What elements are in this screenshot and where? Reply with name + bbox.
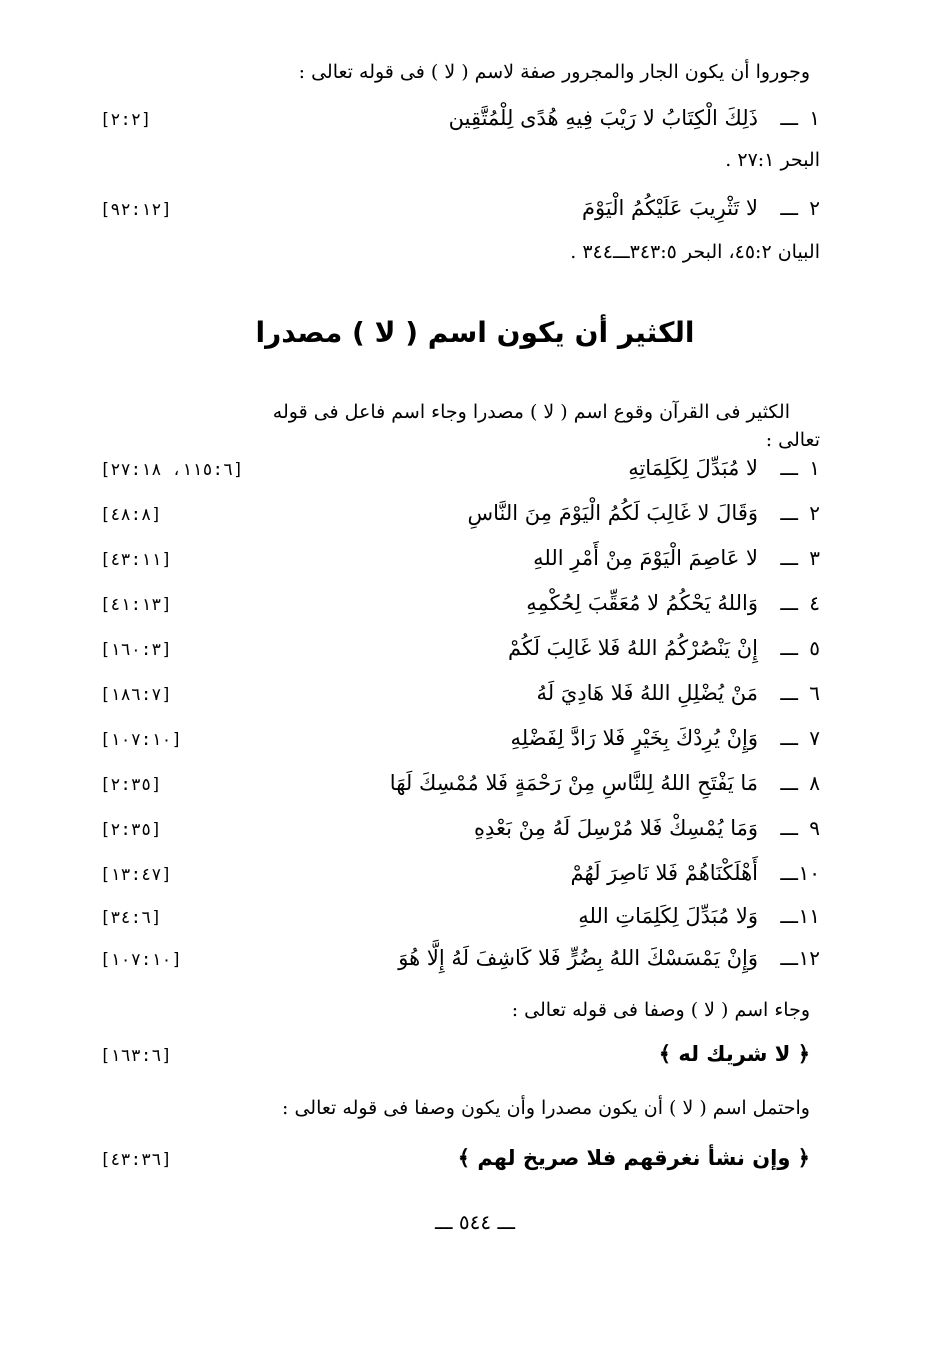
dash: ـــ xyxy=(780,106,798,130)
verse-line xyxy=(100,898,820,934)
verse-number: ٦ xyxy=(809,681,820,705)
verse-text: لا مُبَدِّلَ لِكَلِمَاتِهِ xyxy=(628,456,758,480)
intro-verse-1 xyxy=(100,100,820,136)
verse-line xyxy=(100,810,820,846)
dash: ـــ xyxy=(780,636,798,660)
intro-paragraph: وجوروا أن يكون الجار والمجرور صفة لاسم ( لا ) فى قوله تعالى : xyxy=(298,61,810,83)
verse-line xyxy=(100,450,820,486)
verse-line xyxy=(100,495,820,531)
dash: ـــ xyxy=(780,591,798,615)
quote-text: ﴿ وإن نشأ نغرقهم فلا صريخ لهم ﴾ xyxy=(457,1146,810,1170)
verse-text: إِنْ يَنْصُرْكُمُ اللهُ فَلا غَالِبَ لَكُمْ xyxy=(508,636,758,660)
intro-verse-2 xyxy=(100,190,820,226)
adjective-quote-line xyxy=(100,1034,810,1074)
verse-number: ٢ xyxy=(809,501,820,525)
verse-number: ١٠ xyxy=(798,861,820,885)
verse-reference: [١٠٧:١٠] xyxy=(100,950,182,970)
verse-number: ٢ xyxy=(809,196,820,220)
footnote-line: البحر ٢٧:١ . xyxy=(725,149,820,171)
section-paragraph-line-1: الكثير فى القرآن وقوع اسم ( لا ) مصدرا وجاء اسم فاعل فى قوله xyxy=(272,401,790,423)
dash: ـــ xyxy=(780,501,798,525)
verse-number: ١ xyxy=(809,456,820,480)
dash: ـــ xyxy=(780,546,798,570)
verse-reference: [٢:٢] xyxy=(100,110,152,130)
dash: ـــ xyxy=(780,861,798,885)
both-intro: واحتمل اسم ( لا ) أن يكون مصدرا وأن يكون وصفا فى قوله تعالى : xyxy=(282,1097,810,1119)
verse-text: ذَلِكَ الْكِتَابُ لا رَيْبَ فِيهِ هُدًى لِلْمُتَّقِين xyxy=(448,106,758,130)
verse-text: لا تَثْرِيبَ عَلَيْكُمُ الْيَوْمَ xyxy=(581,196,758,220)
verse-number: ٨ xyxy=(809,771,820,795)
dash: ـــ xyxy=(780,681,798,705)
verse-number: ٥ xyxy=(809,636,820,660)
verse-reference: [١٨٦:٧] xyxy=(100,685,172,705)
verse-text: أَهْلَكْنَاهُمْ فَلا نَاصِرَ لَهُمْ xyxy=(570,861,758,885)
verse-line xyxy=(100,765,820,801)
verse-text: وَإِنْ يُرِدْكَ بِخَيْرٍ فَلا رَادَّ لِفَضْلِهِ xyxy=(510,726,758,750)
section-paragraph-line-2: تعالى : xyxy=(765,429,820,451)
verse-reference: [٤٨:٨] xyxy=(100,505,162,525)
dash: ـــ xyxy=(780,726,798,750)
dash: ـــ xyxy=(780,196,798,220)
verse-text: مَنْ يُضْلِلِ اللهُ فَلا هَادِيَ لَهُ xyxy=(536,681,758,705)
dash: ـــ xyxy=(780,456,798,480)
verse-reference: [١١٥:٦، ٢٧:١٨] xyxy=(100,460,244,480)
verse-text: وَمَا يُمْسِكْ فَلا مُرْسِلَ لَهُ مِنْ بَعْدِهِ xyxy=(473,816,758,840)
verse-number: ٣ xyxy=(809,546,820,570)
verse-text: وَلا مُبَدِّلَ لِكَلِمَاتِ اللهِ xyxy=(578,904,758,928)
verse-number: ١ xyxy=(809,106,820,130)
page-number: ـــ ٥٤٤ ـــ xyxy=(434,1210,516,1234)
section-heading: الكثير أن يكون اسم ( لا ) مصدرا xyxy=(255,316,695,349)
both-quote-line xyxy=(100,1138,810,1178)
verse-line xyxy=(100,720,820,756)
verse-number: ٩ xyxy=(809,816,820,840)
verse-text: لا عَاصِمَ الْيَوْمَ مِنْ أَمْرِ اللهِ xyxy=(533,546,758,570)
verse-reference: [٢:٣٥] xyxy=(100,775,162,795)
verse-line xyxy=(100,585,820,621)
verse-text: مَا يَفْتَحِ اللهُ لِلنَّاسِ مِنْ رَحْمَةٍ فَلا مُمْسِكَ لَهَا xyxy=(389,771,758,795)
verse-reference: [١٦٣:٦] xyxy=(100,1046,172,1066)
verse-line xyxy=(100,540,820,576)
verse-line xyxy=(100,940,820,976)
footnote-line: البيان ٤٥:٢، البحر ٣٤٣:٥ـــ٣٤٤ . xyxy=(570,241,820,263)
verse-number: ٧ xyxy=(809,726,820,750)
verse-reference: [٤٣:١١] xyxy=(100,550,172,570)
dash: ـــ xyxy=(780,904,798,928)
verse-line xyxy=(100,675,820,711)
verse-reference: [١٠٧:١٠] xyxy=(100,730,182,750)
verse-number: ١٢ xyxy=(798,946,820,970)
verse-line xyxy=(100,855,820,891)
verse-reference: [٣٤:٦] xyxy=(100,908,162,928)
verse-reference: [٢:٣٥] xyxy=(100,820,162,840)
verse-reference: [٤٣:٣٦] xyxy=(100,1150,172,1170)
verse-number: ١١ xyxy=(798,904,820,928)
verse-reference: [١٦٠:٣] xyxy=(100,640,172,660)
verse-text: وَقَالَ لا غَالِبَ لَكُمُ الْيَوْمَ مِنَ النَّاسِ xyxy=(467,501,758,525)
dash: ـــ xyxy=(780,816,798,840)
verse-text: وَإِنْ يَمْسَسْكَ اللهُ بِضُرٍّ فَلا كَاشِفَ لَهُ إِلَّا هُوَ xyxy=(398,946,758,970)
dash: ـــ xyxy=(780,771,798,795)
verse-number: ٤ xyxy=(809,591,820,615)
quote-text: ﴿ لا شريك له ﴾ xyxy=(658,1042,810,1066)
verse-text: وَاللهُ يَحْكُمُ لا مُعَقِّبَ لِحُكْمِهِ xyxy=(526,591,758,615)
verse-reference: [٩٢:١٢] xyxy=(100,200,172,220)
verse-reference: [١٣:٤٧] xyxy=(100,865,172,885)
verse-line xyxy=(100,630,820,666)
verse-reference: [٤١:١٣] xyxy=(100,595,172,615)
dash: ـــ xyxy=(780,946,798,970)
adjective-intro: وجاء اسم ( لا ) وصفا فى قوله تعالى : xyxy=(511,999,810,1021)
